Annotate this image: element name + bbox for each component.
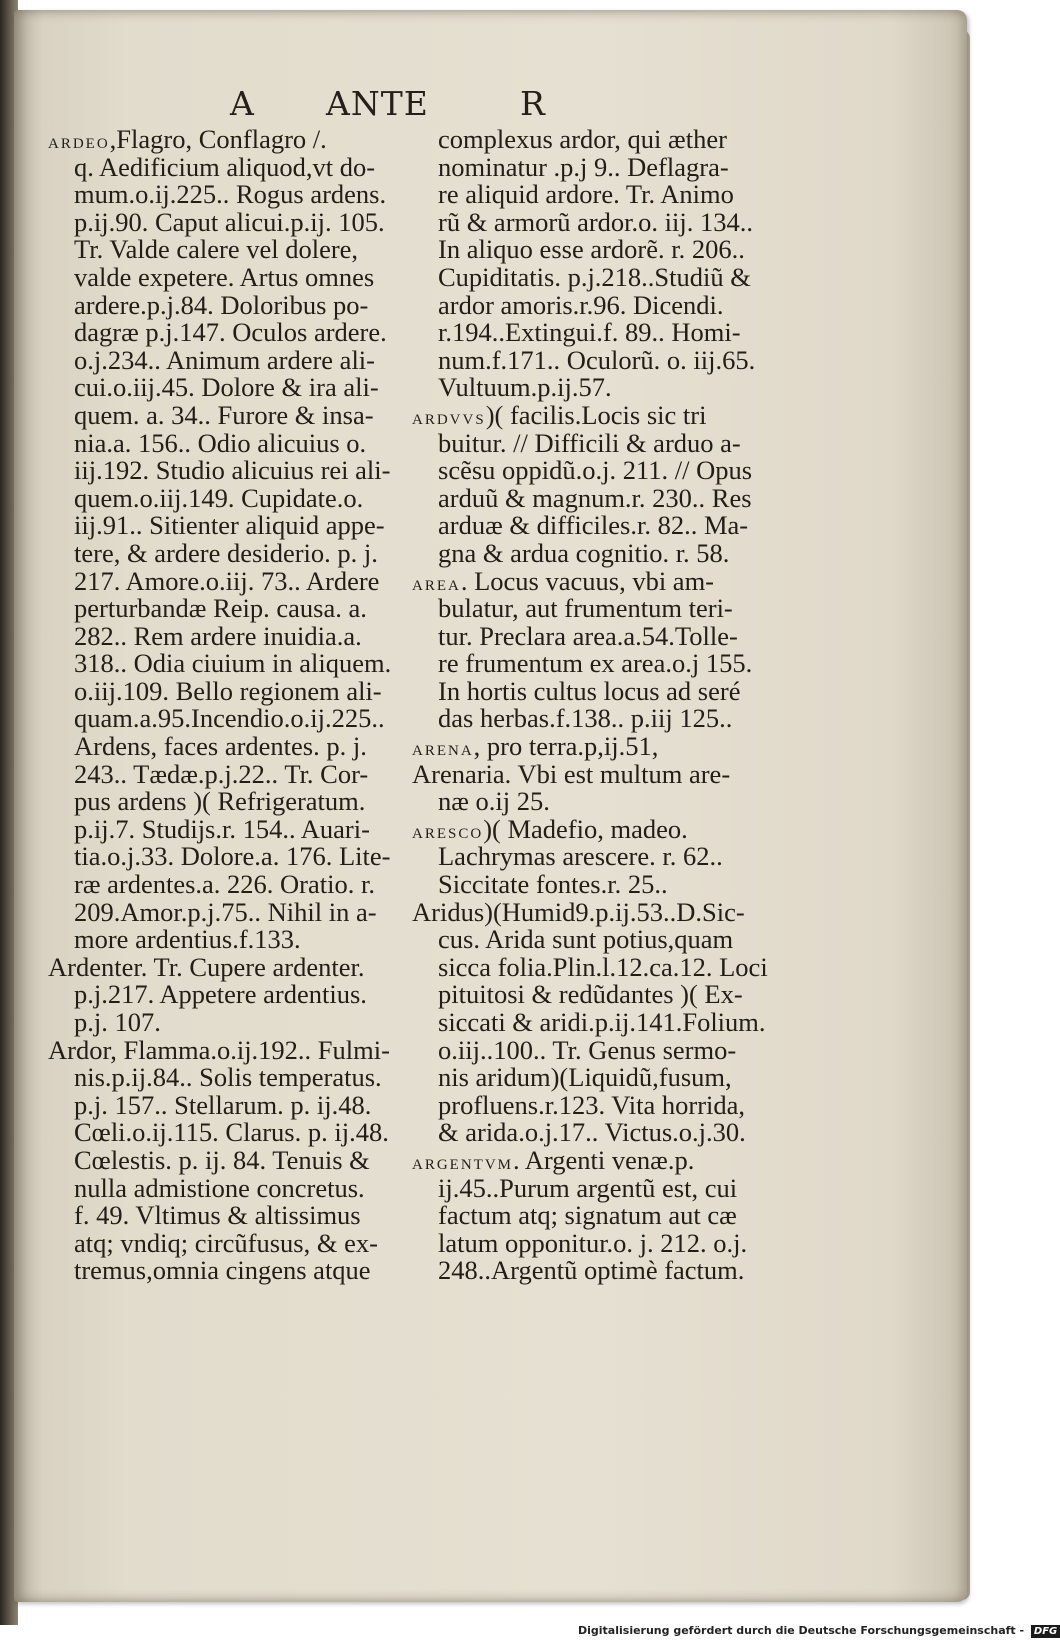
text-line (412, 344, 764, 375)
line-text: f. 49. Vltimus & altissimus (74, 1200, 361, 1231)
line-text: p.j. 107. (74, 1007, 161, 1037)
line-text: . Argenti venæ.p. (513, 1144, 695, 1175)
line-text: tur. Preclara area.a.54.Tolle- (438, 620, 738, 651)
text-line (412, 206, 764, 237)
line-text: pituitosi & redũdantes )( Ex- (438, 979, 743, 1010)
text-line (48, 236, 400, 264)
text-line (412, 788, 764, 816)
line-text: Cœli.o.ij.115. Clarus. p. ij.48. (74, 1117, 389, 1148)
text-line (48, 620, 400, 651)
text-line (48, 675, 400, 706)
line-text: re frumentum ex area.o.j 155. (438, 648, 753, 679)
text-line (412, 1144, 764, 1175)
line-text: In hortis cultus locus ad seré (438, 675, 741, 706)
entry-headword: AREA (412, 577, 461, 594)
line-text: )( Madefio, madeo. (483, 813, 688, 844)
line-text: ,Flagro, Conflagro /. (109, 124, 327, 154)
line-text: tia.o.j.33. Dolore.a. 176. Lite- (74, 841, 391, 872)
text-line (48, 1089, 400, 1120)
line-text: profluens.r.123. Vita horrida, (438, 1089, 746, 1120)
line-text: perturbandæ Reip. causa. a. (74, 593, 367, 624)
text-line (412, 537, 764, 568)
text-line (48, 512, 400, 540)
text-line (412, 620, 764, 651)
line-text: gna & ardua cognitio. r. 58. (438, 537, 730, 568)
line-text: Ardenter. Tr. Cupere ardenter. (48, 951, 365, 982)
text-line (412, 871, 764, 899)
text-line (412, 261, 764, 292)
text-line (48, 151, 400, 182)
line-text: arduæ & difficiles.r. 82.. Ma- (438, 510, 749, 541)
text-line (48, 758, 400, 789)
line-text: . Locus vacuus, vbi am- (460, 565, 715, 596)
text-line (48, 1172, 400, 1203)
text-line (412, 813, 764, 844)
line-text: 209.Amor.p.j.75.. Nihil in a- (74, 896, 377, 927)
header-center-word: ANTE (326, 84, 429, 123)
text-line (412, 1202, 764, 1230)
line-text: ij.45..Purum argentũ est, cui (438, 1172, 738, 1203)
text-line (48, 733, 400, 761)
line-text: cui.o.iij.45. Dolore & ira ali- (74, 372, 379, 403)
line-text: scẽsu oppidũ.o.j. 211. // Opus (438, 455, 753, 486)
line-text: 318.. Odia ciuium in aliquem. (74, 648, 392, 679)
text-line (412, 896, 764, 927)
dfg-logo-badge: DFG (1031, 1625, 1060, 1638)
line-text: p.ij.7. Studijs.r. 154.. Auari- (74, 813, 370, 844)
text-line (48, 374, 400, 402)
text-line (48, 427, 400, 458)
text-line (48, 1227, 400, 1258)
text-line (412, 399, 764, 430)
line-text: Siccitate fontes.r. 25.. (438, 869, 668, 900)
text-line (412, 705, 764, 733)
text-line (412, 512, 764, 540)
text-line (412, 1119, 764, 1147)
text-line (48, 399, 400, 430)
header-left-letter: A (230, 84, 255, 123)
line-text: iij.192. Studio alicuius rei ali- (74, 455, 391, 486)
text-line (48, 871, 400, 899)
text-line (48, 1202, 400, 1230)
line-text: Tr. Valde calere vel dolere, (74, 234, 359, 265)
text-line (48, 705, 400, 733)
line-text: quam.a.95.Incendio.o.ij.225.. (74, 703, 385, 734)
line-text: Ardor, Flamma.o.ij.192.. Fulmi- (48, 1034, 390, 1065)
text-line (412, 565, 764, 596)
text-line (412, 1257, 764, 1285)
line-text: nis.p.ij.84.. Solis temperatus. (74, 1062, 382, 1093)
text-line (412, 151, 764, 182)
text-line (412, 1034, 764, 1065)
line-text: re aliquid ardore. Tr. Animo (438, 179, 734, 210)
text-line (48, 289, 400, 320)
line-text: more ardentius.f.133. (74, 924, 301, 955)
text-line (48, 813, 400, 844)
line-text: mum.o.ij.225.. Rogus ardens. (74, 179, 387, 210)
line-text: ardor amoris.r.96. Dicendi. (438, 289, 724, 320)
line-text: 248..Argentũ optimè factum. (438, 1255, 745, 1286)
line-text: p.ij.90. Caput alicui.p.ij. 105. (74, 206, 385, 237)
entry-headword: ARGENTVM (412, 1156, 513, 1173)
line-text: buitur. // Difficili & arduo a- (438, 427, 741, 458)
line-text: o.iij..100.. Tr. Genus sermo- (438, 1034, 737, 1065)
line-text: Ardens, faces ardentes. p. j. (74, 731, 367, 762)
text-line (412, 595, 764, 623)
text-line (48, 1119, 400, 1147)
line-text: valde expetere. Artus omnes (74, 261, 375, 292)
text-line (412, 457, 764, 485)
text-line (412, 675, 764, 706)
text-line (48, 1257, 400, 1285)
entry-headword: ARENA (412, 743, 474, 760)
text-line (48, 951, 400, 982)
entry-headword: ARESCO (412, 825, 484, 842)
text-line (412, 427, 764, 458)
line-text: bulatur, aut frumentum teri- (438, 593, 733, 624)
text-line (412, 1227, 764, 1258)
text-line (48, 896, 400, 927)
credit-text: Digitalisierung gefördert durch die Deutsche Forschungsgemeinschaft - (578, 1624, 1025, 1637)
text-line (48, 344, 400, 375)
line-text: tere, & ardere desiderio. p. j. (74, 537, 378, 568)
line-text: das herbas.f.138.. p.iij 125.. (438, 703, 733, 734)
line-text: In aliquo esse ardorẽ. r. 206.. (438, 234, 745, 265)
text-line (412, 374, 764, 402)
line-text: næ o.ij 25. (438, 786, 550, 817)
text-line (412, 1009, 764, 1037)
line-text: o.iij.109. Bello regionem ali- (74, 675, 382, 706)
line-text: , pro terra.p,ij.51, (473, 731, 659, 762)
line-text: latum opponitur.o. j. 212. o.j. (438, 1227, 748, 1258)
line-text: iij.91.. Sitienter aliquid appe- (74, 510, 385, 541)
line-text: & arida.o.j.17.. Victus.o.j.30. (438, 1117, 746, 1148)
line-text: Arenaria. Vbi est multum are- (412, 758, 731, 789)
text-line (412, 236, 764, 264)
line-text: ardere.p.j.84. Doloribus po- (74, 289, 369, 320)
line-text: nulla admistione concretus. (74, 1172, 365, 1203)
line-text: quem. a. 34.. Furore & insa- (74, 399, 374, 430)
line-text: Cœlestis. p. ij. 84. Tenuis & (74, 1144, 370, 1175)
text-line (412, 289, 764, 320)
entry-headword: ARDEO (48, 136, 110, 152)
line-text: rũ & armorũ ardor.o. iij. 134.. (438, 206, 753, 237)
line-text: 243.. Tædæ.p.j.22.. Tr. Cor- (74, 758, 369, 789)
left-column (48, 126, 400, 1285)
line-text: Vultuum.p.ij.57. (438, 372, 612, 403)
text-line (48, 788, 400, 816)
text-line (48, 650, 400, 678)
line-text: nominatur .p.j 9.. Deflagra- (438, 151, 729, 182)
text-line (48, 1064, 400, 1092)
text-line (412, 1064, 764, 1092)
line-text: r.194..Extingui.f. 89.. Homi- (438, 317, 741, 348)
text-line (412, 1172, 764, 1203)
line-text: o.j.234.. Animum ardere ali- (74, 344, 375, 375)
line-text: tremus,omnia cingens atque (74, 1255, 371, 1286)
line-text: arduũ & magnum.r. 230.. Res (438, 482, 752, 513)
entry-headword: ARDVVS (412, 411, 486, 428)
text-line (412, 926, 764, 954)
text-line (48, 843, 400, 871)
line-text: p.j.217. Appetere ardentius. (74, 979, 367, 1010)
text-line (48, 565, 400, 596)
line-text: nia.a. 156.. Odio alicuius o. (74, 427, 367, 458)
line-text: pus ardens )( Refrigeratum. (74, 786, 366, 817)
text-line (412, 126, 764, 154)
text-line (412, 951, 768, 982)
line-text: complexus ardor, qui æther (438, 124, 727, 154)
line-text: 217. Amore.o.iij. 73.. Ardere (74, 565, 380, 596)
text-line (48, 261, 400, 292)
text-line (48, 981, 400, 1009)
line-text: quem.o.iij.149. Cupidate.o. (74, 482, 364, 513)
line-text: Aridus)(Humid9.p.ij.53..D.Sic- (412, 896, 745, 927)
text-line (48, 595, 400, 623)
text-line (48, 126, 400, 154)
text-line (48, 181, 400, 209)
line-text: Lachrymas arescere. r. 62.. (438, 841, 723, 872)
text-line (412, 758, 764, 789)
text-line (48, 319, 400, 347)
line-text: cus. Arida sunt potius,quam (438, 924, 734, 955)
text-line (48, 457, 400, 485)
line-text: num.f.171.. Oculorũ. o. iij.65. (438, 344, 756, 375)
text-line (48, 206, 400, 237)
text-line (412, 181, 764, 209)
text-line (412, 482, 764, 513)
text-line (412, 981, 764, 1009)
text-line (412, 650, 764, 678)
text-line (48, 537, 400, 568)
digitization-credit (578, 1624, 1058, 1640)
right-column (412, 124, 768, 1286)
text-line (412, 843, 764, 871)
line-text: p.j. 157.. Stellarum. p. ij.48. (74, 1089, 372, 1120)
text-line (48, 1009, 400, 1037)
text-line (412, 733, 764, 761)
line-text: sicca folia.Plin.l.12.ca.12. Loci (438, 951, 768, 982)
line-text: ræ ardentes.a. 226. Oratio. r. (74, 869, 375, 900)
line-text: q. Aedificium aliquod,vt do- (74, 151, 376, 182)
text-line (48, 1034, 400, 1065)
line-text: 282.. Rem ardere inuidia.a. (74, 620, 362, 651)
line-text: nis aridum)(Liquidũ,fusum, (438, 1062, 732, 1093)
line-text: dagræ p.j.147. Oculos ardere. (74, 317, 387, 348)
line-text: )( facilis.Locis sic tri (485, 399, 707, 430)
header-right-letter: R (520, 84, 546, 123)
line-text: Cupiditatis. p.j.218..Studiũ & (438, 261, 751, 292)
text-line (412, 1089, 764, 1120)
line-text: atq; vndiq; circũfusus, & ex- (74, 1227, 378, 1258)
line-text: siccati & aridi.p.ij.141.Folium. (438, 1007, 766, 1037)
text-line (48, 482, 400, 513)
text-line (48, 926, 400, 954)
text-line (412, 319, 764, 347)
line-text: factum atq; signatum aut cæ (438, 1200, 737, 1231)
text-line (48, 1144, 400, 1175)
